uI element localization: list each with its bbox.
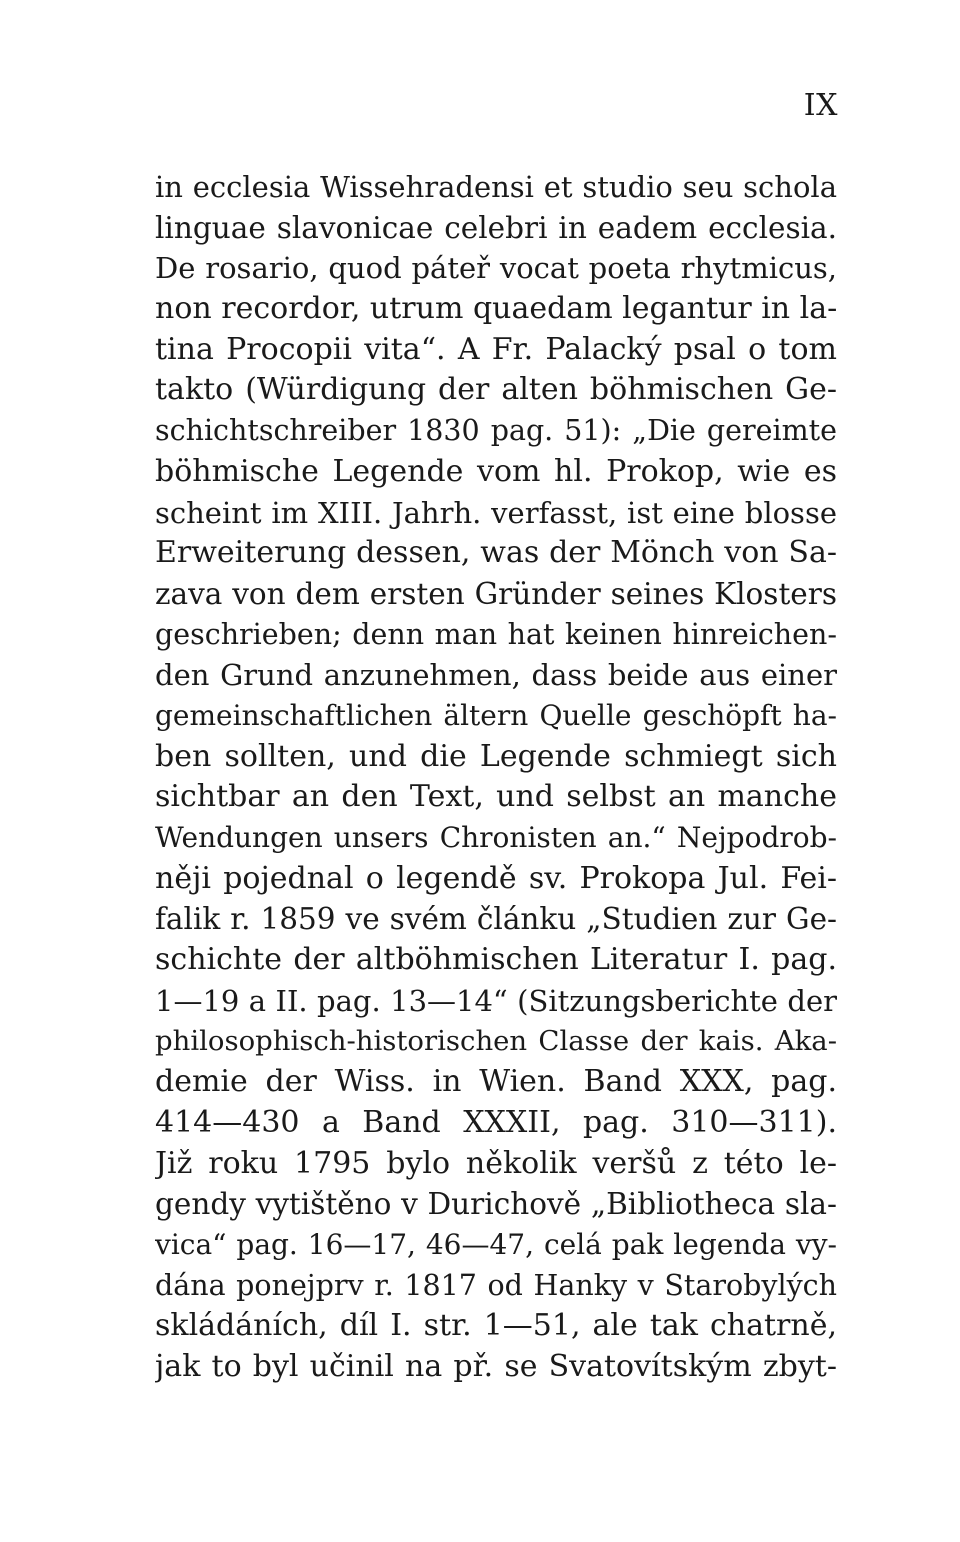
text-line: demie der Wiss. in Wien. Band XXX, pag. — [155, 1064, 837, 1100]
text-line: sichtbar an den Text, und selbst an manche — [155, 779, 837, 815]
text-line: scheint im XIII. Jahrh. verfasst, ist eine blosse — [155, 495, 837, 530]
text-line: takto (Würdigung der alten böhmischen Ge- — [155, 372, 837, 408]
text-line: 1—19 a II. pag. 13—14“ (Sitzungsberichte der — [155, 983, 837, 1018]
text-line: zava von dem ersten Gründer seines Klosters — [155, 576, 837, 611]
text-line: dána ponejprv r. 1817 od Hanky v Starobylých — [155, 1268, 837, 1302]
text-line: něji pojednal o legendě sv. Prokopa Jul. Fei- — [155, 860, 837, 896]
text-line: ben sollten, und die Legende schmiegt sich — [155, 738, 837, 774]
body-text — [155, 167, 837, 1388]
text-line: geschrieben; denn man hat keinen hinreichen- — [155, 617, 837, 651]
text-line: vica“ pag. 16—17, 46—47, celá pak legenda vy- — [155, 1227, 837, 1261]
text-line: 414—430 a Band XXXII, pag. 310—311). — [155, 1104, 837, 1140]
text-line: De rosario, quod páteř vocat poeta rhytmicus, — [155, 251, 837, 286]
text-line: skládáních, díl I. str. 1—51, ale tak chatrně, — [155, 1308, 837, 1344]
text-line: linguae slavonicae celebri in eadem ecclesia. — [155, 210, 837, 245]
text-line: non recordor, utrum quaedam legantur in la- — [155, 291, 837, 327]
text-line: falik r. 1859 ve svém článku „Studien zur Ge- — [155, 902, 837, 937]
page-number: IX — [803, 88, 838, 123]
text-line: schichtschreiber 1830 pag. 51): „Die gereimte — [155, 414, 837, 448]
text-line: Již roku 1795 bylo několik veršů z této le- — [155, 1145, 837, 1181]
text-line: gendy vytištěno v Durichově „Bibliotheca sla- — [155, 1187, 837, 1222]
text-line: schichte der altböhmischen Literatur I. pag. — [155, 942, 837, 978]
text-line: jak to byl učinil na př. se Svatovítským zbyt- — [155, 1348, 837, 1384]
text-line: gemeinschaftlichen ältern Quelle geschöpft ha- — [155, 698, 837, 732]
text-line: böhmische Legende vom hl. Prokop, wie es — [155, 453, 837, 489]
text-line: philosophisch-historischen Classe der kais. Aka- — [155, 1025, 837, 1058]
text-line: Wendungen unsers Chronisten an.“ Nejpodrob- — [155, 821, 837, 854]
text-line: in ecclesia Wissehradensi et studio seu schola — [155, 170, 837, 204]
text-line: tina Procopii vita“. A Fr. Palacký psal o tom — [155, 331, 837, 367]
text-line: Erweiterung dessen, was der Mönch von Sa- — [155, 535, 837, 571]
text-line: den Grund anzunehmen, dass beide aus einer — [155, 658, 837, 693]
